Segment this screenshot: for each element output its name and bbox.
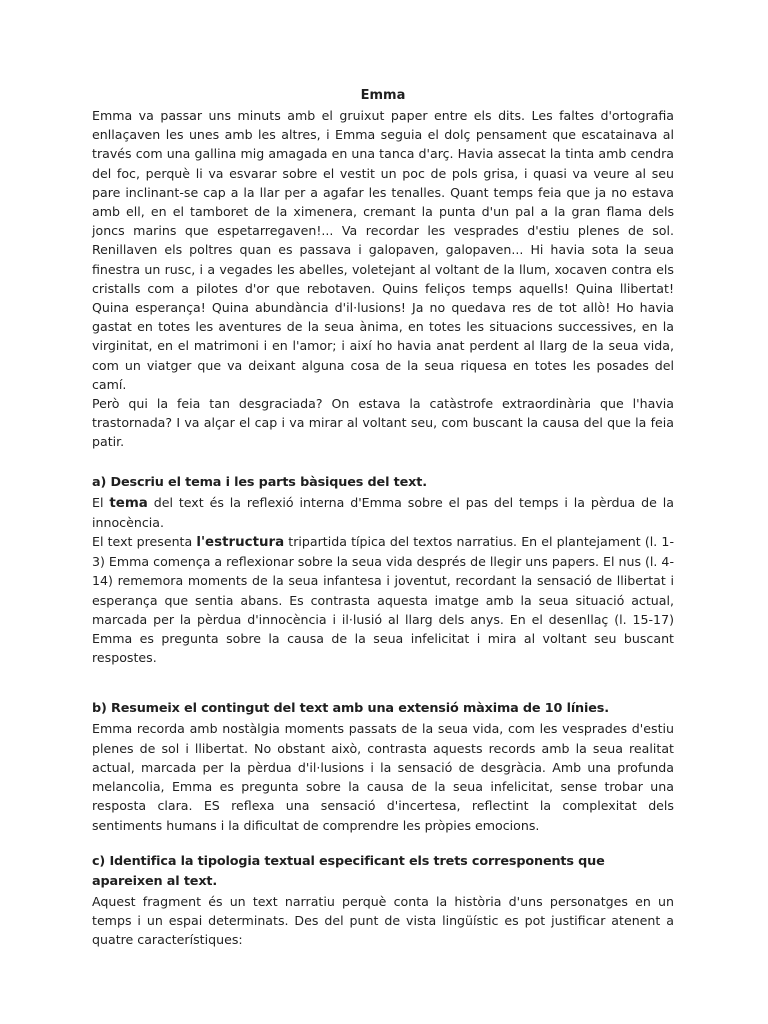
section-c-paragraph: Aquest fragment és un text narratiu perquè conta la història d'uns personatges en un temps i un espai determinats. Des del punt de vista lingüístic es pot justificar atenent a quatre característiques: (92, 893, 674, 948)
section-a-paragraph-2 (92, 532, 674, 667)
section-a-p1-after: del text és la reflexió interna d'Emma sobre el pas del temps i la pèrdua de la innocència. (92, 494, 674, 530)
spacer (92, 452, 674, 473)
section-a-p2-before: El text presenta (92, 534, 197, 550)
passage-paragraph-1: Emma va passar uns minuts amb el gruixut paper entre els dits. Les faltes d'ortografia enllaçaven les unes amb les altres, i Emma seguia el dolç pensament que escatainava al través com una gallina mig amagada en una tanca d'arç. Havia assecat la tinta amb cendra del foc, perquè li va esvarar sobre el vestit un poc de pols grisa, i quasi va veure al seu pare inclinant-se cap a la llar per a agafar les tenalles. Quant temps feia que ja no estava amb ell, en el tamboret de la ximenera, cremant la punta d'un pal a la gran flama dels joncs marins que espetarregaven!... Va recordar les vesprades d'estiu plenes de sol. Renillaven els poltres quan es passava i galopaven, galopaven... Hi havia sota la seua finestra un rusc, i a vegades les abelles, voletejant al voltant de la llum, xocaven contra els cristalls com a pilotes d'or que rebotaven. Quins feliços temps aquells! Quina llibertat! Quina esperança! Quina abundància d'il·lusions! Ja no quedava res de tot allò! Ho havia gastat en totes les aventures de la seua ànima, en totes les situacions successives, en la virginitat, en el matrimoni i en l'amor; i així ho havia anat perdent al llarg de la seua vida, com un viatger que va deixant alguna cosa de la seua riquesa en totes les posades del camí. (92, 108, 674, 392)
spacer (92, 667, 674, 699)
passage-paragraph-2: Però qui la feia tan desgraciada? On estava la catàstrofe extraordinària que l'havia trastornada? I va alçar el cap i va mirar al voltant seu, com buscant la causa del que la feia patir. (92, 396, 674, 450)
document-title: Emma (360, 88, 406, 103)
section-a-paragraph-1 (92, 493, 674, 532)
section-a-p1-before: El (92, 494, 110, 510)
section-a-heading: a) Descriu el tema i les parts bàsiques del text. (92, 474, 427, 490)
section-a-p2-after: tripartida típica del textos narratius. En el plantejament (l. 1-3) Emma comença a reflexionar sobre la seua vida després de llegir uns papers. El nus (l. 4-14) rememora moments de la seua infantesa i joventut, recordant la sensació de llibertat i esperança que sentia abans. Es contrasta aquesta imatge amb la seua situació actual, marcada per la pèrdua d'innocència i il·lusió al llarg dels anys. En el desenllaç (l. 15-17) Emma es pregunta sobre la causa de la seua infelicitat i mira al voltant seu buscant respostes. (92, 534, 674, 666)
keyword-estructura: l'estructura (196, 535, 285, 551)
keyword-tema: tema (109, 495, 148, 511)
page-content (92, 86, 674, 949)
spacer (92, 835, 674, 852)
section-c-heading: c) Identifica la tipologia textual especificant els trets corresponents que apareixen al text. (92, 853, 605, 889)
section-b-heading: b) Resumeix el contingut del text amb una extensió màxima de 10 línies. (92, 701, 609, 717)
section-b-paragraph: Emma recorda amb nostàlgia moments passats de la seua vida, com les vesprades d'estiu plenes de sol i llibertat. No obstant això, contrasta aquests records amb la seua realitat actual, marcada per la pèrdua d'il·lusions i la sensació de desgràcia. Amb una profunda melancolia, Emma es pregunta sobre la causa de la seua infelicitat, sense trobar una resposta clara. ES reflexa una sensació d'incertesa, reflectint la complexitat dels sentiments humans i la dificultat de comprendre les pròpies emocions. (92, 721, 674, 833)
